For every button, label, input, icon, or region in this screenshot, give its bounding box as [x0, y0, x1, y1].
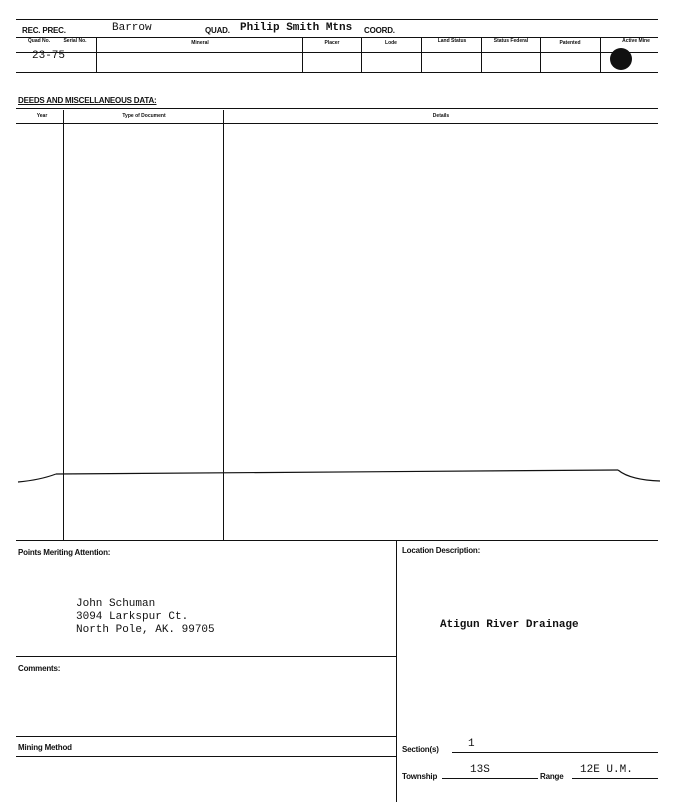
active-mine-marker-icon [610, 48, 632, 70]
deeds-top-rule [16, 108, 658, 109]
range-label: Range [540, 772, 564, 781]
header-subrule [16, 52, 658, 53]
hdr-div [600, 37, 601, 72]
mining-bottom-rule [16, 756, 396, 757]
quad-label: QUAD. [205, 26, 230, 35]
section-value: 1 [468, 738, 475, 750]
rec-prec-value: Barrow [112, 22, 152, 34]
col-status-federal: Status Federal [493, 38, 529, 44]
deeds-header-rule [16, 123, 658, 124]
township-label: Township [402, 772, 438, 781]
hdr-div [540, 37, 541, 72]
township-value: 13S [470, 764, 490, 776]
col-quad-no: Quad No. [27, 38, 51, 44]
mining-top-rule [16, 736, 396, 737]
hdr-div [96, 37, 97, 72]
rec-prec-label: REC. PREC. [22, 26, 66, 35]
deeds-col-type: Type of Document [122, 113, 166, 119]
quad-serial-value: 23-75 [32, 50, 66, 62]
hdr-div [421, 37, 422, 72]
top-rule [16, 19, 658, 20]
mining-method-label: Mining Method [18, 743, 72, 752]
points-label: Points Meriting Attention: [18, 548, 111, 557]
hdr-div [481, 37, 482, 72]
section-underline [452, 752, 658, 753]
location-label: Location Description: [402, 546, 481, 555]
header-bottom-rule [16, 72, 658, 73]
location-value: Atigun River Drainage [440, 619, 579, 631]
col-mineral: Mineral [191, 40, 209, 46]
address-line-city: North Pole, AK. 99705 [76, 624, 215, 636]
quad-value: Philip Smith Mtns [240, 22, 353, 34]
deeds-section-title: DEEDS AND MISCELLANEOUS DATA: [18, 96, 157, 105]
page-join-seam [0, 460, 678, 495]
col-serial-no: Serial No. [63, 38, 87, 44]
township-underline [442, 778, 538, 779]
address-line-street: 3094 Larkspur Ct. [76, 611, 189, 623]
col-patented: Patented [559, 40, 581, 46]
range-underline [572, 778, 658, 779]
coord-label: COORD. [364, 26, 395, 35]
comments-top-rule [16, 656, 396, 657]
hdr-div [361, 37, 362, 72]
deeds-col-details: Details [432, 113, 450, 119]
col-placer: Placer [324, 40, 340, 46]
address-line-name: John Schuman [76, 598, 156, 610]
bottom-center-divider [396, 540, 397, 802]
comments-label: Comments: [18, 664, 61, 673]
deeds-bottom-rule [16, 540, 658, 541]
col-lode: Lode [385, 40, 397, 46]
col-land-status: Land Status [437, 38, 467, 44]
deeds-col-year: Year [36, 113, 48, 119]
col-active-mine: Active Mine [622, 38, 650, 44]
range-value: 12E U.M. [580, 764, 633, 776]
section-label: Section(s) [402, 745, 439, 754]
hdr-div [302, 37, 303, 72]
header-rule [16, 37, 658, 38]
